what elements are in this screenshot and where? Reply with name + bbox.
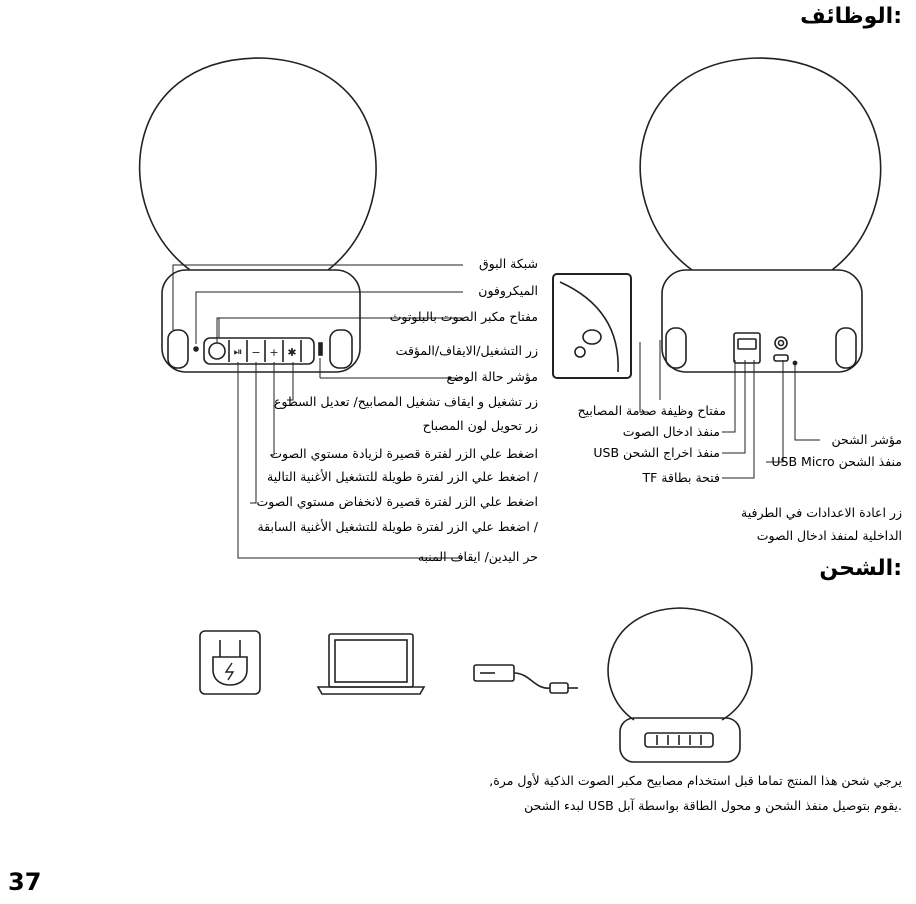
callout-next-track: / اضغط علي الزر لفترة طويلة للتشغيل الأغنية التالية bbox=[267, 469, 538, 484]
callout-mode-indicator: مؤشر حالة الوضع bbox=[446, 369, 538, 384]
usb-cable-icon bbox=[474, 665, 578, 693]
callout-light-toggle: زر تشغيل و ايقاف تشغيل المصابيح/ تعديل السطوع bbox=[273, 394, 538, 409]
svg-text:−: − bbox=[251, 346, 261, 359]
callout-bluetooth-switch: مفتاح مكبر الصوت بالبلوتوث bbox=[389, 309, 538, 324]
callout-volume-up: اضغط علي الزر لفترة قصيرة لزيادة مستوي الصوت bbox=[270, 446, 538, 461]
charging-title: :الشحن bbox=[819, 556, 902, 581]
laptop-icon bbox=[318, 634, 424, 694]
callout-color-switch: زر تحويل لون المصباح bbox=[422, 418, 538, 433]
lamp-switch-detail bbox=[553, 274, 631, 378]
svg-text:⏯: ⏯ bbox=[233, 345, 243, 358]
callout-volume-down: اضغط علي الزر لفترة قصيرة لانخفاض مستوي الصوت bbox=[256, 494, 538, 509]
callout-charge-indicator: مؤشر الشحن bbox=[831, 432, 902, 447]
charging-note-line2: .يقوم بتوصيل منفذ الشحن و محول الطاقة بواسطة آبل USB لبدء الشحن bbox=[524, 798, 902, 813]
page-number: 37 bbox=[8, 868, 42, 896]
callout-audio-in: منفذ ادخال الصوت bbox=[622, 424, 720, 439]
speaker-lamp-icon bbox=[608, 608, 752, 762]
callout-horn-grille: شبكة البوق bbox=[478, 256, 538, 271]
svg-text:✱: ✱ bbox=[287, 346, 297, 359]
callout-power-timer: زر التشغيل/الايقاف/المؤقت bbox=[395, 343, 538, 358]
callout-usb-out: USB منفذ اخراج الشحن bbox=[593, 445, 720, 460]
functions-title: :الوظائف bbox=[800, 4, 902, 29]
callout-micro-usb: USB Micro منفذ الشحن bbox=[771, 454, 902, 469]
svg-text:+: + bbox=[269, 346, 279, 359]
callout-prev-track: / اضغط علي الزر لفترة طويلة للتشغيل الأغنية السابقة bbox=[257, 519, 538, 534]
reset-note-line1: زر اعادة الاعدادات في الطرفية bbox=[741, 505, 902, 520]
speaker-front-illustration bbox=[140, 58, 376, 372]
callout-handsfree-alarm: حر اليدين/ ايقاف المنبه bbox=[417, 549, 538, 564]
speaker-back-illustration bbox=[640, 58, 881, 372]
power-plug-icon bbox=[200, 631, 260, 694]
callout-microphone: الميكروفون bbox=[478, 283, 538, 298]
callout-lamp-shock-switch: مفتاح وظيفة صدمة المصابيح bbox=[577, 403, 726, 418]
reset-note-line2: الداخلية لمنفذ ادخال الصوت bbox=[756, 528, 902, 543]
charging-note-line1: يرجي شحن هذا المنتج تماما قبل استخدام مصابيح مكبر الصوت الذكية لأول مرة, bbox=[489, 773, 902, 788]
callout-tf-slot: TF فتحة بطاقة bbox=[642, 470, 720, 485]
